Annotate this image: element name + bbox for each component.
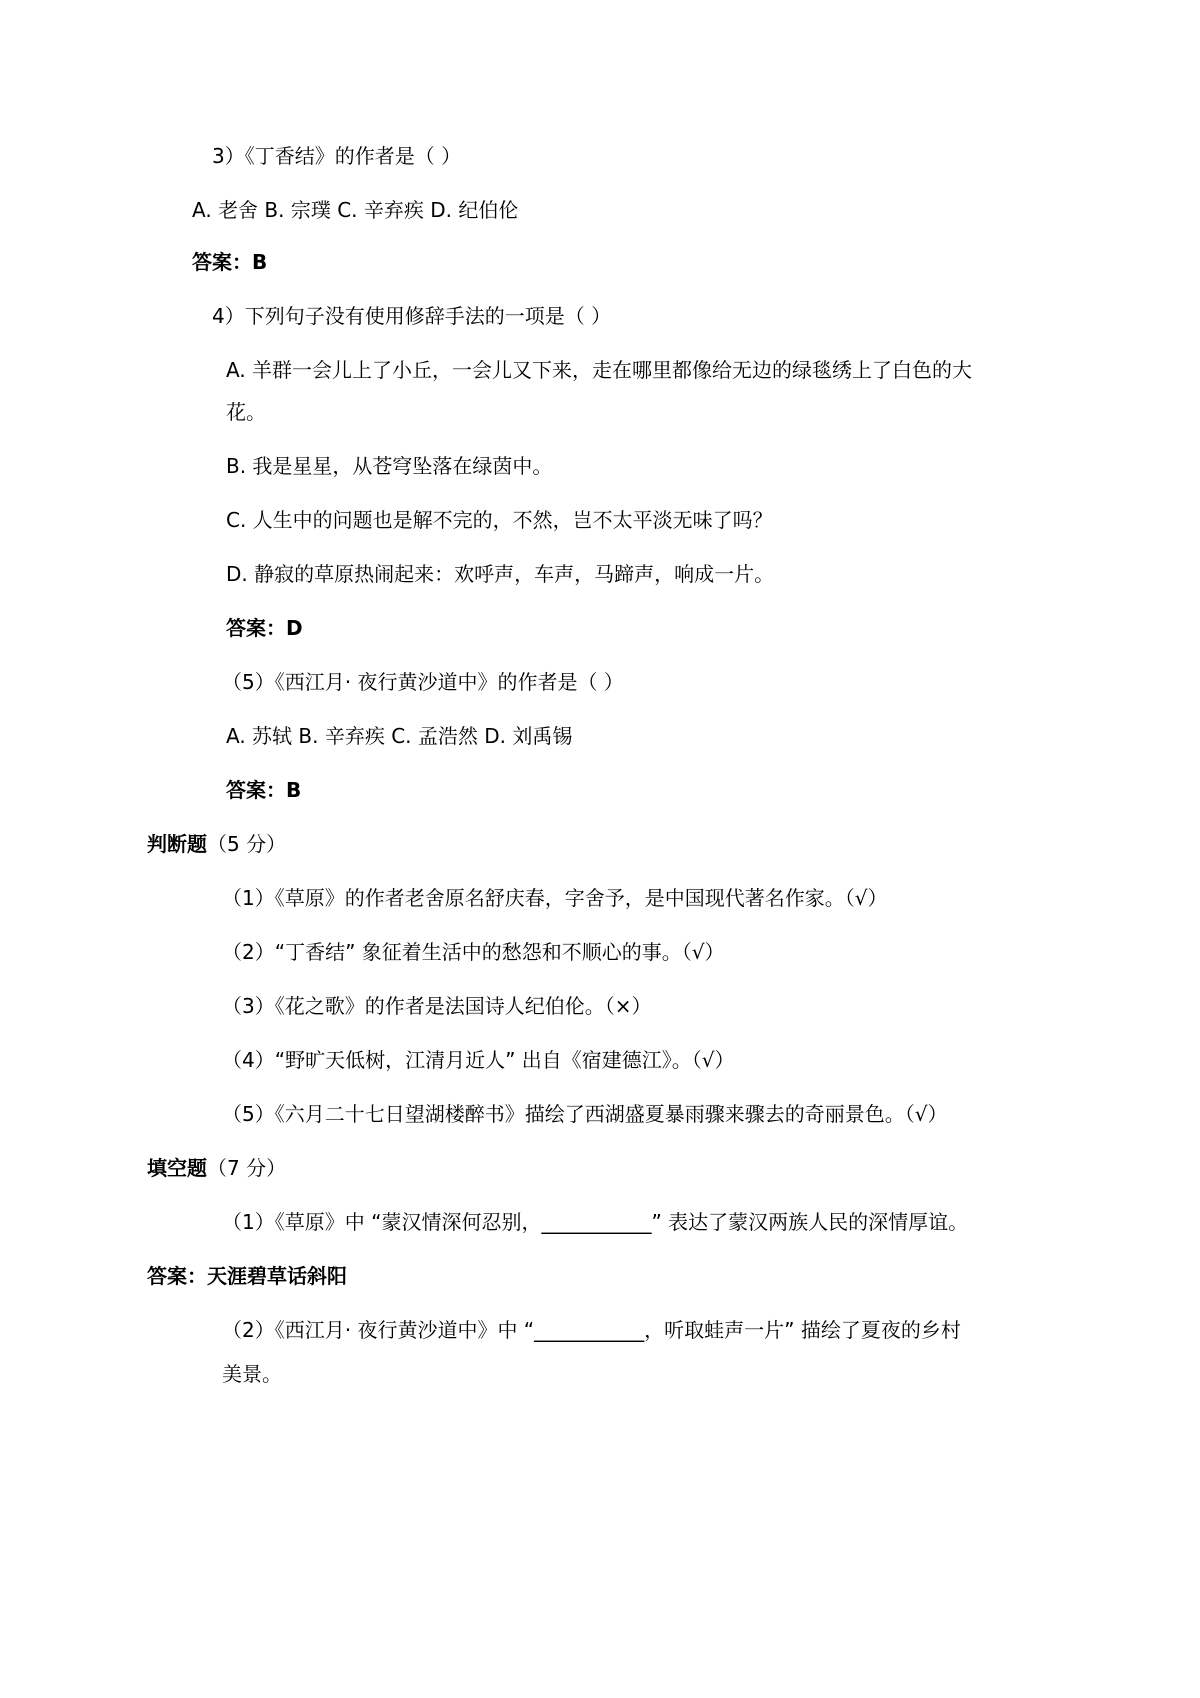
- question-4-option-d: D. 静寂的草原热闹起来：欢呼声，车声，马蹄声，响成一片。: [226, 562, 775, 586]
- judgement-heading: [147, 830, 286, 858]
- question-4-option-c: C. 人生中的问题也是解不完的，不然，岂不太平淡无味了吗？: [226, 508, 773, 532]
- fill-heading-score: （7 分）: [207, 1156, 287, 1180]
- judgement-heading-score: （5 分）: [207, 832, 287, 856]
- fill-heading: [147, 1154, 286, 1182]
- question-4-option-a: A. 羊群一会儿上了小丘，一会儿又下来，走在哪里都像给无边的绿毯绣上了白色的大: [226, 358, 973, 382]
- question-3-stem: 3）《丁香结》的作者是（ ）: [212, 144, 462, 168]
- question-5-stem: （5）《西江月· 夜行黄沙道中》的作者是（ ）: [222, 670, 624, 694]
- question-3-answer: 答案：B: [192, 250, 268, 274]
- question-4-answer: 答案：D: [226, 616, 303, 640]
- question-4-stem: 4）下列句子没有使用修辞手法的一项是（ ）: [212, 304, 612, 328]
- fill-heading-title: 填空题: [147, 1156, 207, 1180]
- judgement-item: （4）“野旷天低树，江清月近人” 出自《宿建德江》。（√）: [222, 1048, 735, 1072]
- fill-item-1: （1）《草原》中 “蒙汉情深何忍别，___________” 表达了蒙汉两族人民的深情厚谊。: [222, 1210, 969, 1234]
- fill-item-2: （2）《西江月· 夜行黄沙道中》中 “___________，听取蛙声一片” 描绘了夏夜的乡村: [222, 1318, 961, 1342]
- fill-item-1-answer: 答案：天涯碧草话斜阳: [147, 1264, 347, 1288]
- question-3-options: A. 老舍 B. 宗璞 C. 辛弃疾 D. 纪伯伦: [192, 198, 519, 222]
- question-5-options: A. 苏轼 B. 辛弃疾 C. 孟浩然 D. 刘禹锡: [226, 724, 573, 748]
- judgement-item: （2）“丁香结” 象征着生活中的愁怨和不顺心的事。（√）: [222, 940, 725, 964]
- judgement-heading-title: 判断题: [147, 832, 207, 856]
- fill-item-2-cont: 美景。: [222, 1362, 282, 1386]
- question-5-answer: 答案：B: [226, 778, 302, 802]
- judgement-item: （3）《花之歌》的作者是法国诗人纪伯伦。（×）: [222, 994, 652, 1018]
- question-4-option-a-cont: 花。: [226, 400, 266, 424]
- question-4-option-b: B. 我是星星，从苍穹坠落在绿茵中。: [226, 454, 553, 478]
- judgement-item: （5）《六月二十七日望湖楼醉书》描绘了西湖盛夏暴雨骤来骤去的奇丽景色。（√）: [222, 1102, 948, 1126]
- judgement-item: （1）《草原》的作者老舍原名舒庆春，字舍予，是中国现代著名作家。（√）: [222, 886, 888, 910]
